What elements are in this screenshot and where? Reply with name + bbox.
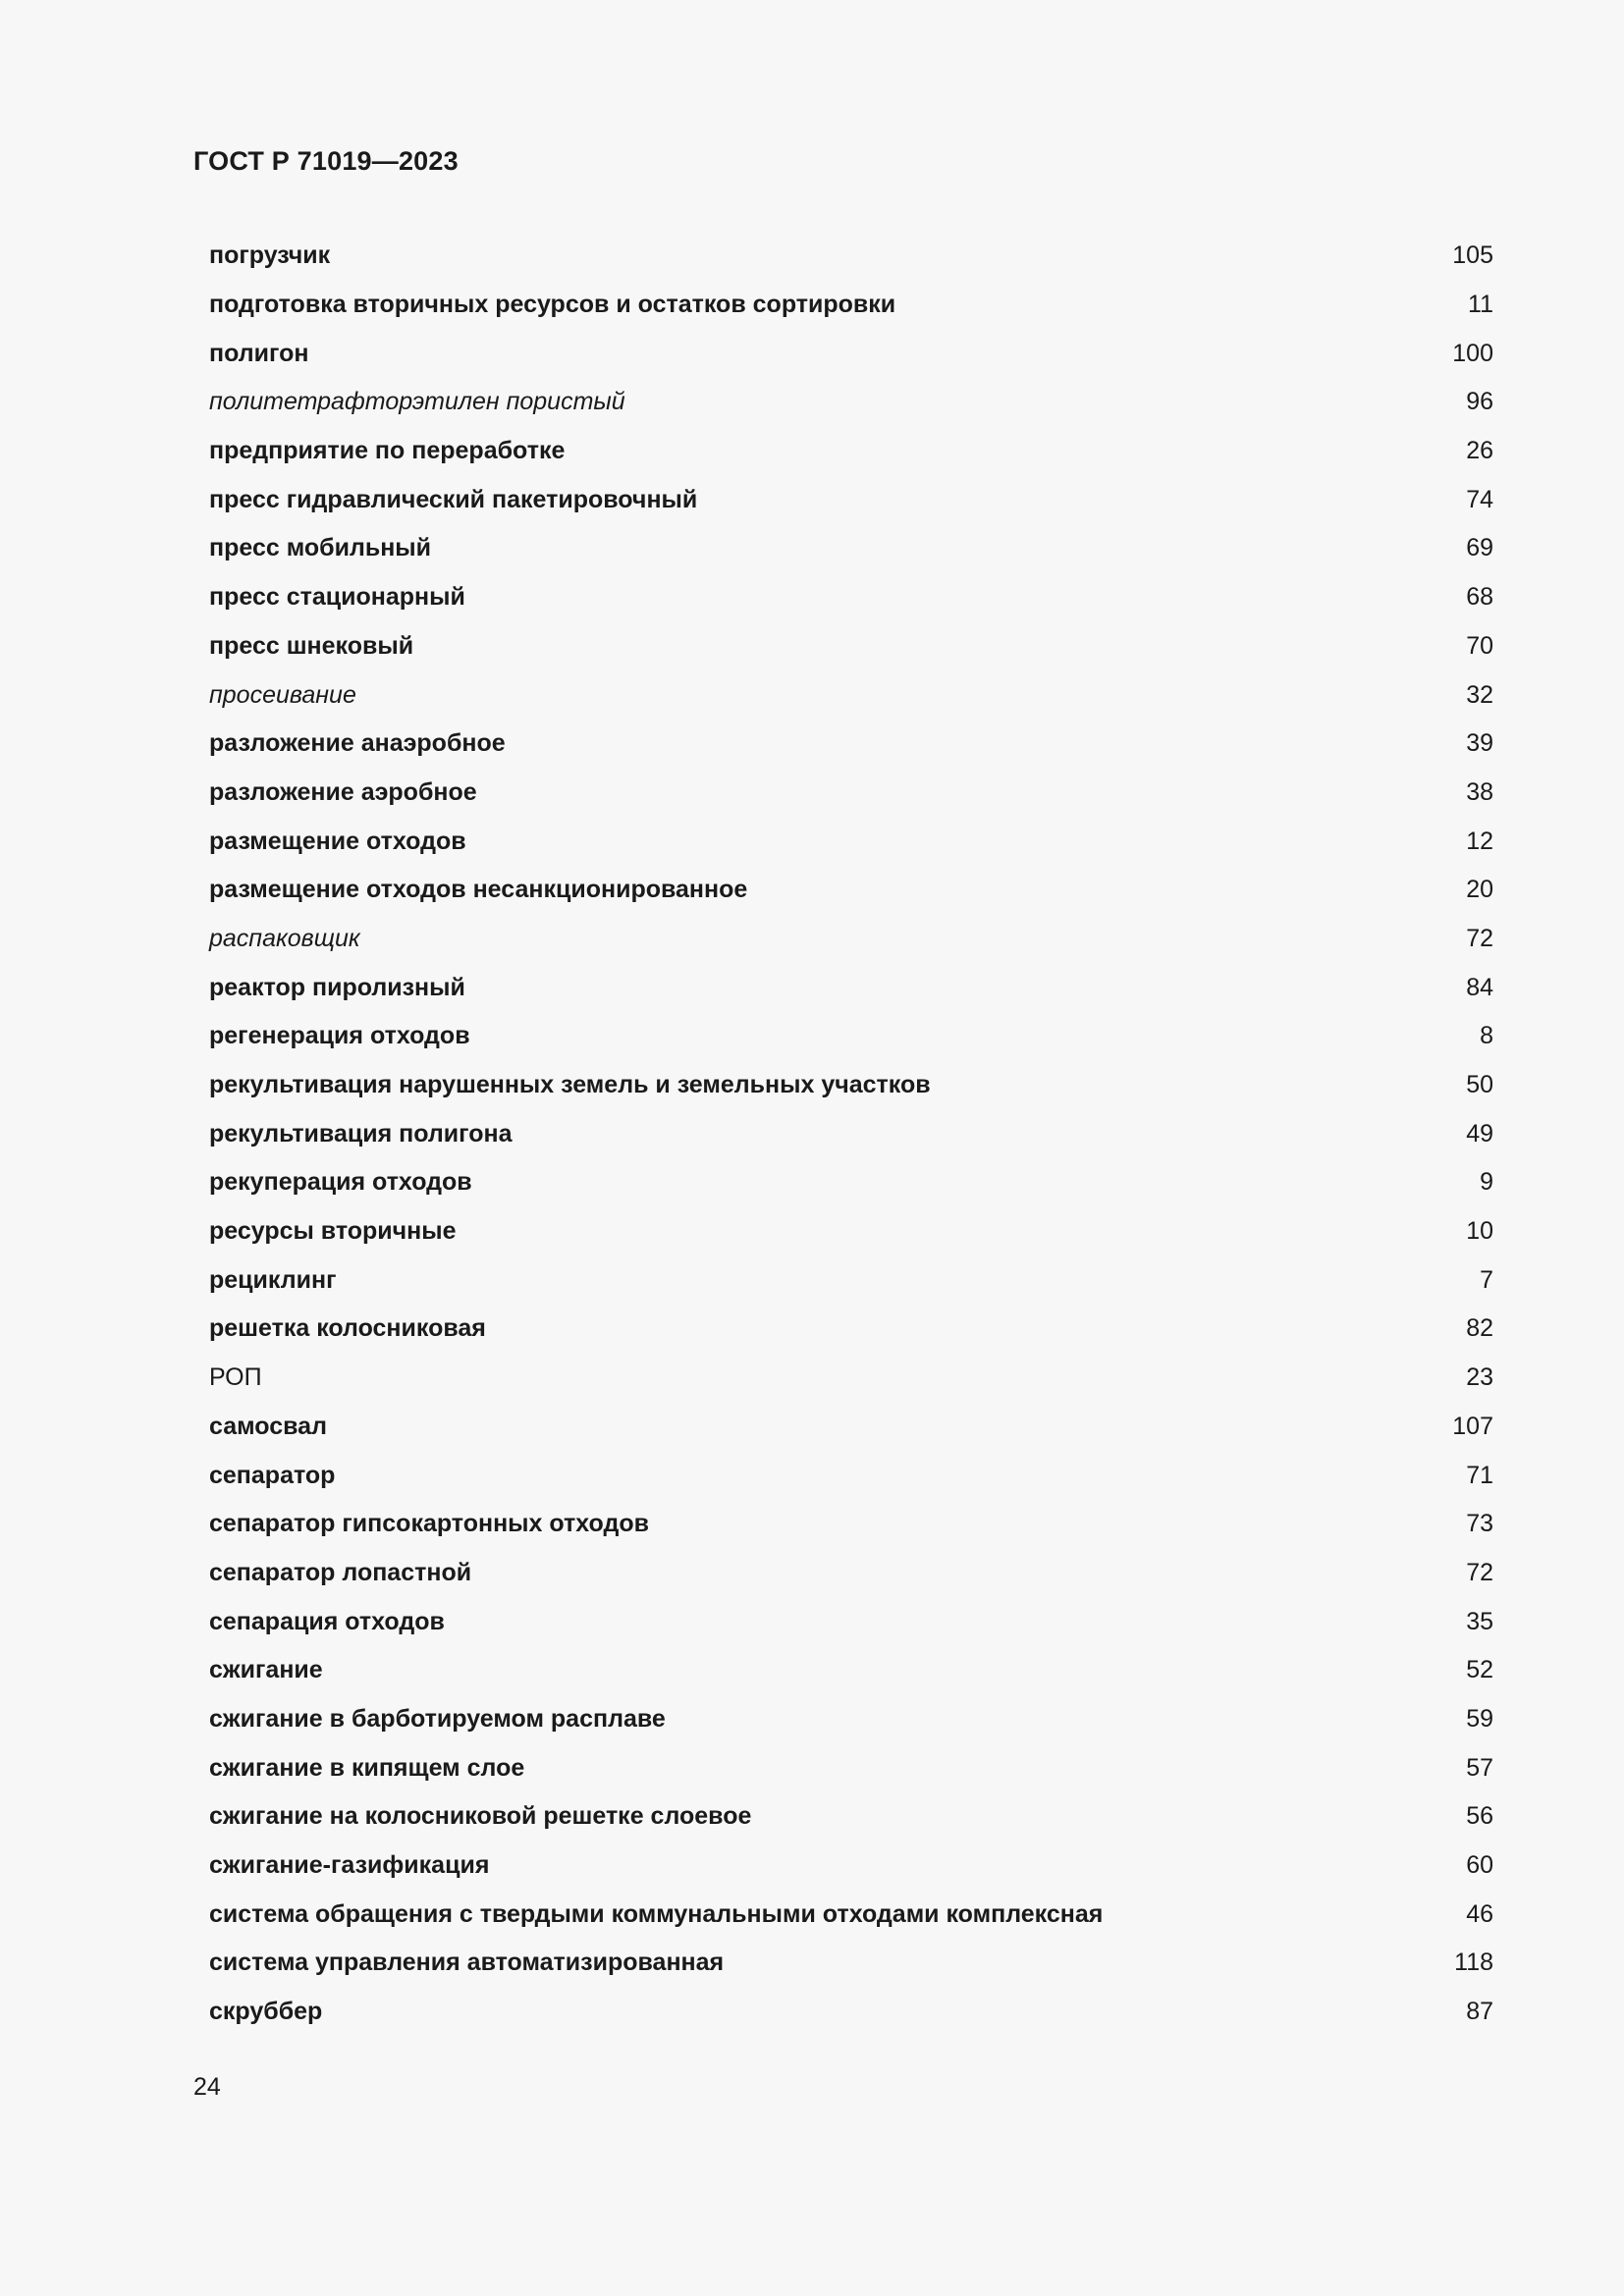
index-entry [209, 1207, 1493, 1256]
index-term: регенерация отходов [209, 1022, 470, 1050]
index-entry [209, 1743, 1493, 1792]
index-term: реактор пиролизный [209, 973, 465, 1001]
index-reference-number: 32 [1466, 680, 1493, 709]
index-term: просеивание [209, 680, 356, 709]
index-reference-number: 52 [1466, 1656, 1493, 1684]
index-entry [209, 475, 1493, 524]
index-term: самосвал [209, 1412, 327, 1440]
index-reference-number: 60 [1466, 1851, 1493, 1880]
index-term: система управления автоматизированная [209, 1949, 725, 1977]
index-reference-number: 70 [1466, 631, 1493, 660]
index-reference-number: 72 [1466, 1558, 1493, 1586]
index-term: разложение аэробное [209, 777, 477, 806]
index-term: рекультивация нарушенных земель и земельных участков [209, 1071, 931, 1099]
index-reference-number: 84 [1466, 973, 1493, 1001]
index-entry [209, 573, 1493, 622]
index-entry [209, 1792, 1493, 1842]
index-term: скруббер [209, 1998, 323, 2026]
page-number: 24 [193, 2073, 221, 2101]
index-term: подготовка вторичных ресурсов и остатков сортировки [209, 291, 896, 319]
index-reference-number: 59 [1466, 1704, 1493, 1733]
index-reference-number: 73 [1466, 1510, 1493, 1538]
index-term: рекуперация отходов [209, 1168, 472, 1197]
index-term: пресс гидравлический пакетировочный [209, 485, 698, 513]
index-entry [209, 427, 1493, 476]
index-reference-number: 105 [1452, 241, 1493, 270]
index-reference-number: 35 [1466, 1607, 1493, 1635]
index-entry [209, 720, 1493, 769]
index-reference-number: 56 [1466, 1802, 1493, 1831]
index-entry [209, 1842, 1493, 1891]
index-term: сепаратор гипсокартонных отходов [209, 1510, 650, 1538]
index-term: рекультивация полигона [209, 1119, 513, 1148]
index-term: РОП [209, 1363, 262, 1392]
index-entry [209, 232, 1493, 281]
index-term: пресс шнековый [209, 631, 414, 660]
index-term: политетрафторэтилен пористый [209, 388, 625, 416]
index-entry [209, 1012, 1493, 1061]
index-term: полигон [209, 339, 309, 367]
index-reference-number: 100 [1452, 339, 1493, 367]
index-entry [209, 915, 1493, 964]
index-term: пресс мобильный [209, 534, 432, 562]
index-entry [209, 670, 1493, 720]
index-entry [209, 1255, 1493, 1305]
index-entry [209, 1597, 1493, 1646]
index-entry [209, 1109, 1493, 1158]
index-reference-number: 9 [1480, 1168, 1493, 1197]
index-term: сжигание на колосниковой решетке слоевое [209, 1802, 752, 1831]
alphabetical-index [209, 232, 1493, 2036]
index-term: рециклинг [209, 1265, 337, 1294]
index-reference-number: 11 [1468, 291, 1493, 319]
index-entry [209, 866, 1493, 915]
index-entry [209, 524, 1493, 573]
index-term: система обращения с твердыми коммунальными отходами комплексная [209, 1899, 1104, 1928]
index-entry [209, 1451, 1493, 1500]
index-term: размещение отходов [209, 827, 466, 855]
index-reference-number: 71 [1466, 1461, 1493, 1489]
index-term: размещение отходов несанкционированное [209, 876, 748, 904]
index-entry [209, 817, 1493, 866]
index-entry [209, 1061, 1493, 1110]
index-entry [209, 1549, 1493, 1598]
index-entry [209, 281, 1493, 330]
index-reference-number: 12 [1466, 827, 1493, 855]
index-reference-number: 57 [1466, 1753, 1493, 1782]
index-entry [209, 1988, 1493, 2037]
index-term: сепаратор [209, 1461, 336, 1489]
index-term: сжигание в кипящем слое [209, 1753, 525, 1782]
index-entry [209, 1500, 1493, 1549]
index-entry [209, 1939, 1493, 1988]
index-term: сжигание [209, 1656, 323, 1684]
index-term: погрузчик [209, 241, 331, 270]
index-term: распаковщик [209, 924, 360, 952]
index-reference-number: 38 [1466, 777, 1493, 806]
index-entry [209, 1695, 1493, 1744]
index-reference-number: 107 [1452, 1412, 1493, 1440]
index-reference-number: 20 [1466, 876, 1493, 904]
index-term: пресс стационарный [209, 583, 465, 612]
index-term: сепаратор лопастной [209, 1558, 472, 1586]
index-reference-number: 74 [1466, 485, 1493, 513]
index-term: сжигание в барботируемом расплаве [209, 1704, 666, 1733]
index-entry [209, 1354, 1493, 1403]
index-term: разложение анаэробное [209, 729, 506, 758]
index-entry [209, 1890, 1493, 1939]
index-reference-number: 118 [1454, 1949, 1493, 1977]
index-reference-number: 69 [1466, 534, 1493, 562]
index-reference-number: 96 [1466, 388, 1493, 416]
index-entry [209, 1158, 1493, 1207]
index-reference-number: 50 [1466, 1071, 1493, 1099]
index-reference-number: 87 [1466, 1998, 1493, 2026]
index-reference-number: 7 [1480, 1265, 1493, 1294]
index-reference-number: 8 [1480, 1022, 1493, 1050]
index-term: сепарация отходов [209, 1607, 445, 1635]
index-reference-number: 10 [1466, 1217, 1493, 1246]
document-title: ГОСТ Р 71019—2023 [193, 146, 459, 176]
index-entry [209, 1403, 1493, 1452]
index-entry [209, 378, 1493, 427]
index-reference-number: 23 [1466, 1363, 1493, 1392]
index-reference-number: 68 [1466, 583, 1493, 612]
index-entry [209, 1646, 1493, 1695]
index-entry [209, 1305, 1493, 1354]
index-reference-number: 26 [1466, 437, 1493, 465]
index-entry [209, 963, 1493, 1012]
index-reference-number: 39 [1466, 729, 1493, 758]
index-reference-number: 49 [1466, 1119, 1493, 1148]
index-entry [209, 769, 1493, 818]
index-entry [209, 329, 1493, 378]
index-reference-number: 82 [1466, 1314, 1493, 1343]
index-term: решетка колосниковая [209, 1314, 486, 1343]
index-reference-number: 46 [1466, 1899, 1493, 1928]
index-term: сжигание-газификация [209, 1851, 490, 1880]
index-term: предприятие по переработке [209, 437, 566, 465]
index-entry [209, 622, 1493, 671]
index-reference-number: 72 [1466, 924, 1493, 952]
index-term: ресурсы вторичные [209, 1217, 457, 1246]
